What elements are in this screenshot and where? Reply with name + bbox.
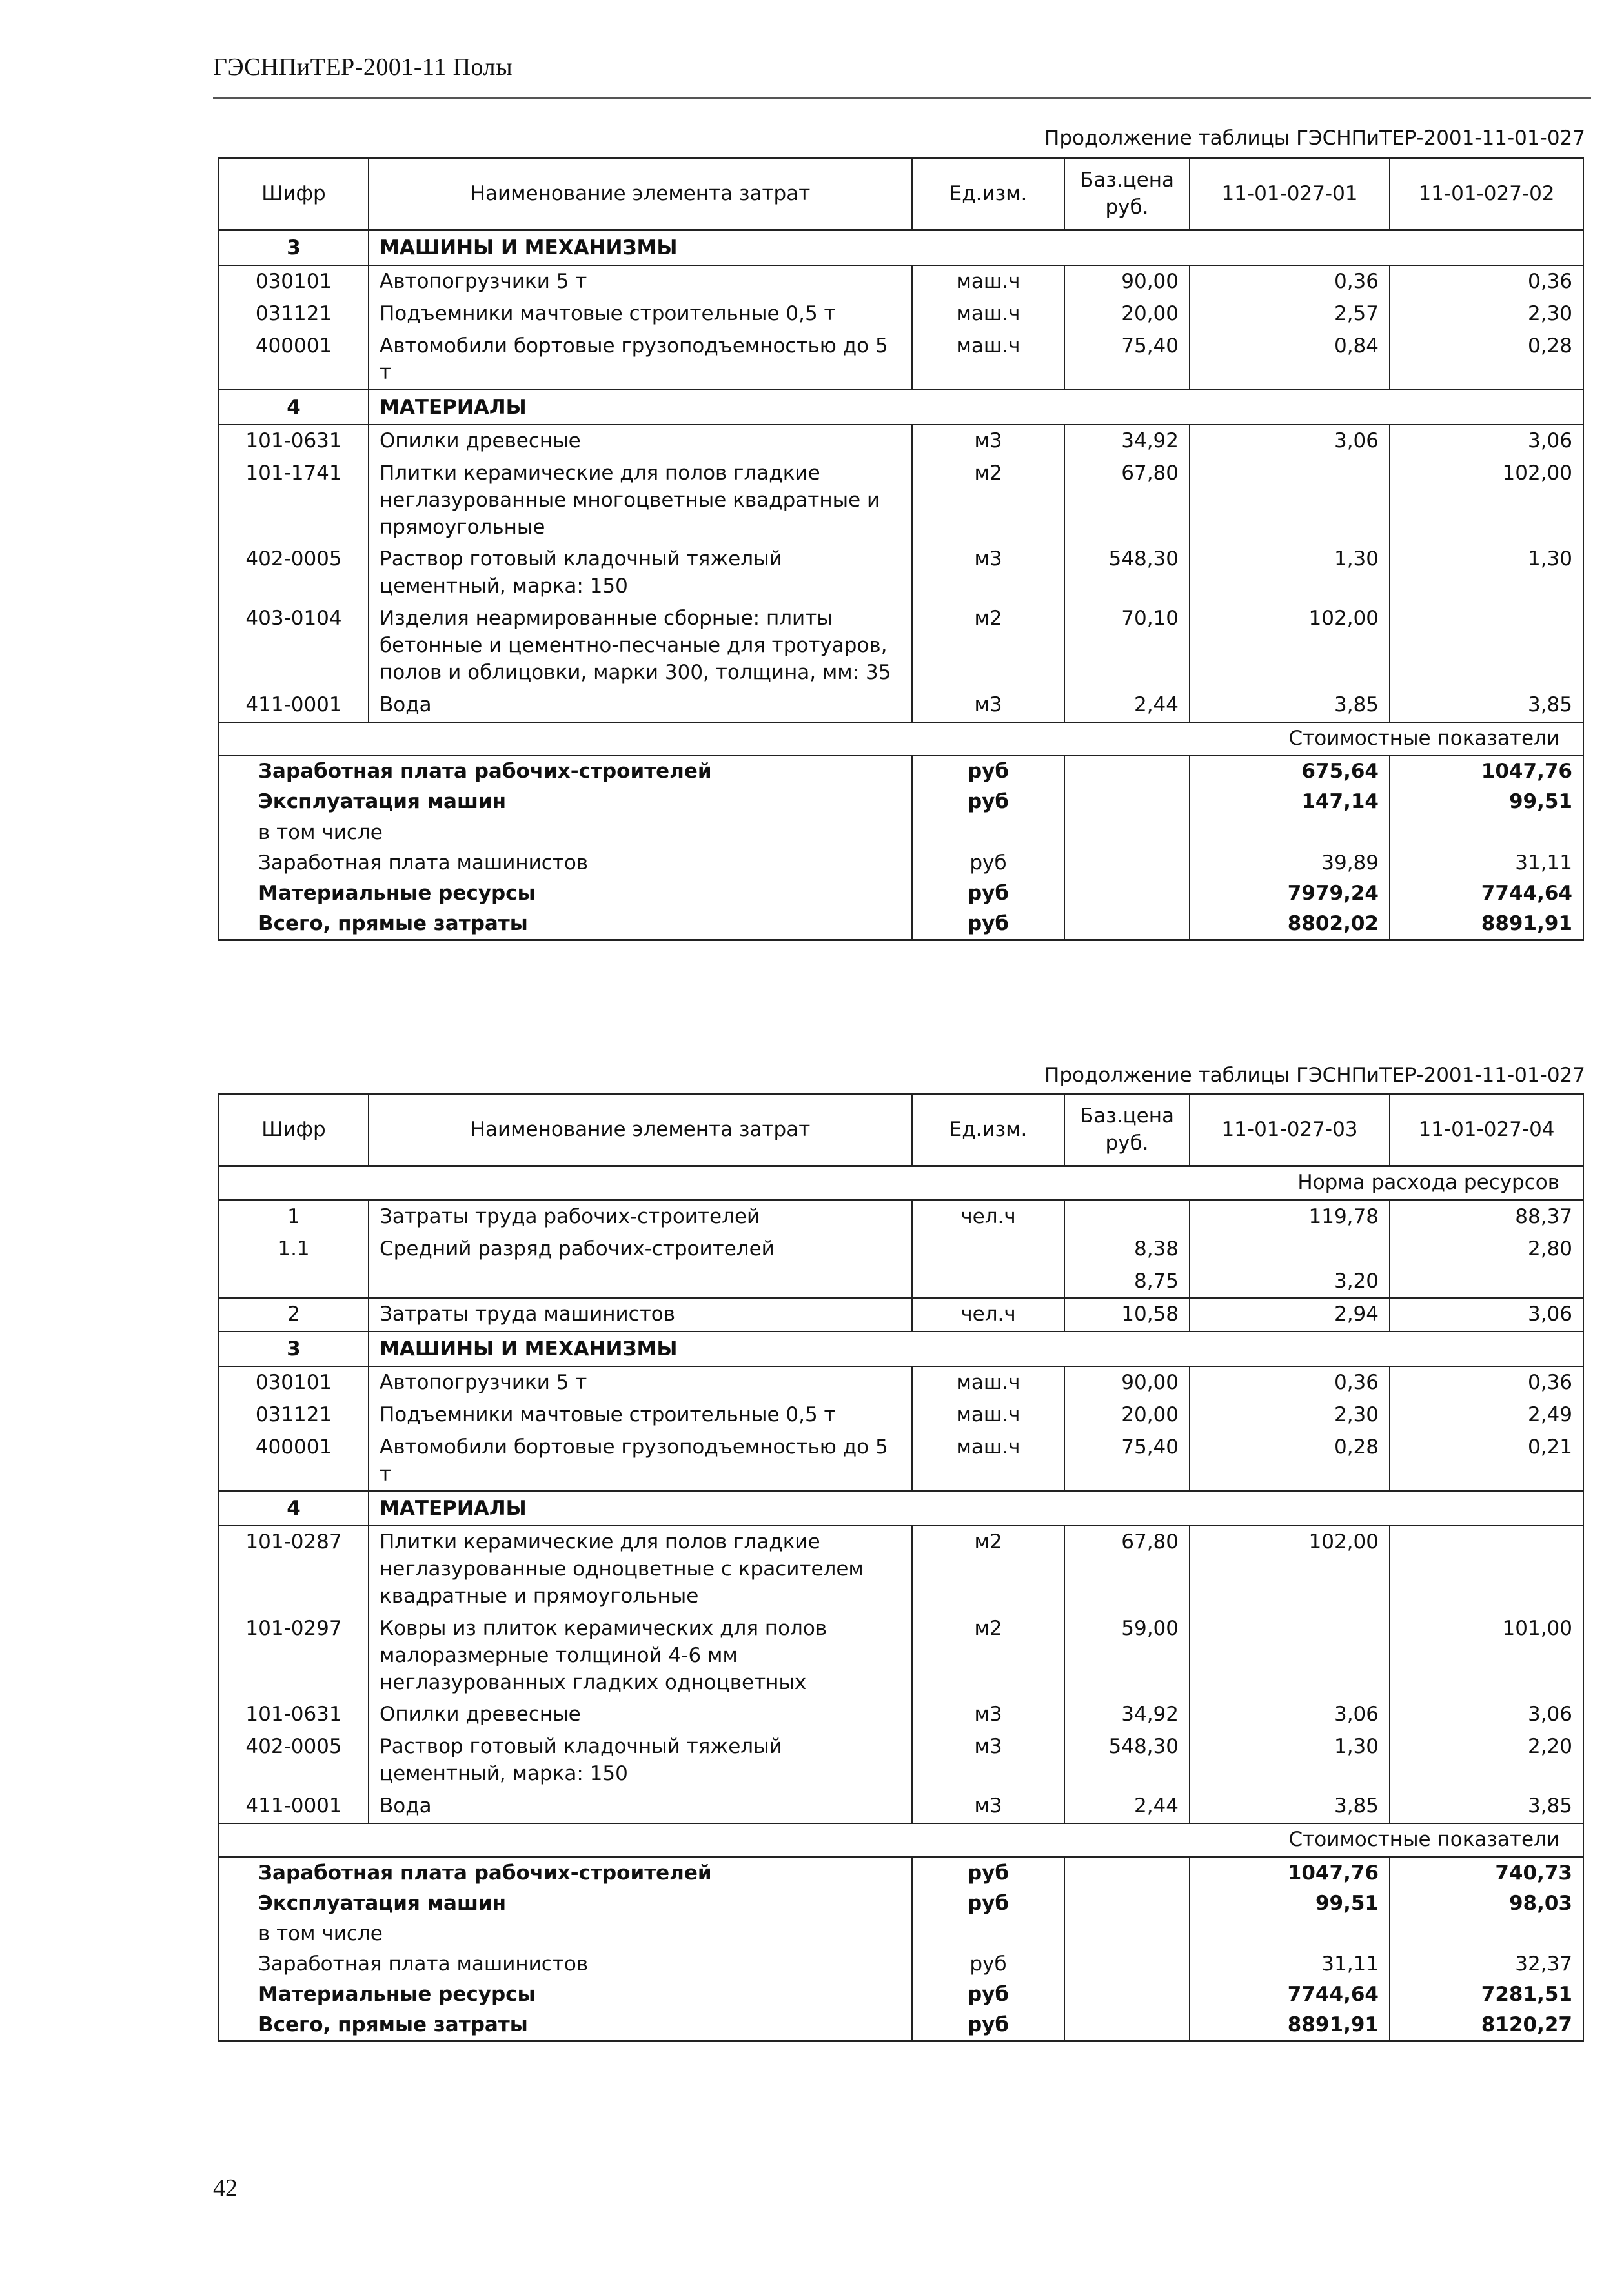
summary-unit: руб (912, 1980, 1064, 2010)
table-row (219, 543, 1583, 603)
cell-unit: маш.ч (912, 330, 1064, 390)
table-row (219, 425, 1583, 458)
summary-unit: руб (912, 1889, 1064, 1919)
cell-a: 119,78 (1190, 1200, 1390, 1233)
cell-price: 20,00 (1064, 1399, 1190, 1432)
summary-b: 32,37 (1390, 1949, 1583, 1980)
cell-price: 70,10 (1064, 603, 1190, 689)
cell-b: 88,37 (1390, 1200, 1583, 1233)
cell-code: 411-0001 (219, 1790, 369, 1823)
col-header-price: Баз.цена руб. (1064, 159, 1190, 230)
summary-a (1190, 1919, 1390, 1949)
col-header-code: Шифр (219, 159, 369, 230)
norm-banner: Норма расхода ресурсов (219, 1166, 1583, 1200)
norm-banner-row (219, 1166, 1583, 1200)
section-row (219, 230, 1583, 265)
cell-price: 548,30 (1064, 543, 1190, 603)
table-row (219, 1366, 1583, 1399)
cell-b (1390, 1526, 1583, 1613)
summary-unit: руб (912, 787, 1064, 817)
summary-b: 8891,91 (1390, 909, 1583, 940)
cost-banner-row (219, 1823, 1583, 1857)
summary-a: 8802,02 (1190, 909, 1390, 940)
cell-a: 0,36 (1190, 265, 1390, 298)
cell-code: 400001 (219, 1432, 369, 1492)
cell-unit: м3 (912, 425, 1064, 458)
cell-b: 0,28 (1390, 330, 1583, 390)
cost-banner-row (219, 722, 1583, 756)
cell-name: Опилки древесные (369, 425, 912, 458)
section-number: 4 (219, 390, 369, 425)
summary-name: в том числе (219, 1919, 912, 1949)
section-number: 3 (219, 1332, 369, 1366)
cost-banner: Стоимостные показатели (219, 1823, 1583, 1857)
cell-price: 10,58 (1064, 1298, 1190, 1332)
summary-a (1190, 818, 1390, 848)
header-rule (213, 97, 1591, 99)
cell-a: 3,20 (1190, 1266, 1390, 1299)
summary-name: Эксплуатация машин (219, 1889, 912, 1919)
section-row (219, 1491, 1583, 1526)
cell-name (369, 1266, 912, 1299)
table1-header-row (219, 159, 1583, 230)
cell-code: 031121 (219, 1399, 369, 1432)
cell-price (1064, 1200, 1190, 1233)
col-header-name: Наименование элемента затрат (369, 1095, 912, 1166)
summary-row (219, 818, 1583, 848)
summary-price (1064, 1980, 1190, 2010)
section-row (219, 390, 1583, 425)
summary-row (219, 1919, 1583, 1949)
cell-unit: м3 (912, 1790, 1064, 1823)
cell-code: 101-0631 (219, 1699, 369, 1731)
cell-price: 34,92 (1064, 1699, 1190, 1731)
cell-code: 101-0287 (219, 1526, 369, 1613)
table2-header-row (219, 1095, 1583, 1166)
summary-b (1390, 1919, 1583, 1949)
section-row (219, 1332, 1583, 1366)
section-title: МАТЕРИАЛЫ (369, 1491, 1583, 1526)
summary-a: 8891,91 (1190, 2010, 1390, 2041)
summary-row (219, 787, 1583, 817)
cell-price: 90,00 (1064, 1366, 1190, 1399)
cell-a: 3,85 (1190, 1790, 1390, 1823)
cell-unit: м3 (912, 543, 1064, 603)
cell-price: 90,00 (1064, 265, 1190, 298)
cell-unit: м3 (912, 1731, 1064, 1790)
summary-name: Заработная плата рабочих-строителей (219, 756, 912, 787)
summary-row (219, 1949, 1583, 1980)
cell-price: 2,44 (1064, 689, 1190, 722)
cell-code: 1 (219, 1200, 369, 1233)
cell-name: Раствор готовый кладочный тяжелый цементный, марка: 150 (369, 543, 912, 603)
cell-a (1190, 1613, 1390, 1699)
cell-unit (912, 1233, 1064, 1266)
page-number: 42 (213, 2174, 238, 2202)
cell-a: 102,00 (1190, 1526, 1390, 1613)
cell-name: Подъемники мачтовые строительные 0,5 т (369, 298, 912, 330)
cell-name: Автопогрузчики 5 т (369, 265, 912, 298)
col-header-code: Шифр (219, 1095, 369, 1166)
cell-name: Вода (369, 1790, 912, 1823)
cell-code: 101-0631 (219, 425, 369, 458)
cost-banner: Стоимостные показатели (219, 722, 1583, 756)
summary-price (1064, 909, 1190, 940)
cell-name: Опилки древесные (369, 1699, 912, 1731)
cell-code: 101-0297 (219, 1613, 369, 1699)
summary-a: 99,51 (1190, 1889, 1390, 1919)
table-row (219, 1731, 1583, 1790)
cell-b: 3,85 (1390, 689, 1583, 722)
cell-name: Средний разряд рабочих-строителей (369, 1233, 912, 1266)
cell-code: 403-0104 (219, 603, 369, 689)
table-row (219, 265, 1583, 298)
summary-a: 147,14 (1190, 787, 1390, 817)
col-header-b: 11-01-027-02 (1390, 159, 1583, 230)
table1 (218, 157, 1584, 941)
summary-a: 7979,24 (1190, 878, 1390, 909)
cell-code: 1.1 (219, 1233, 369, 1266)
cell-code: 030101 (219, 265, 369, 298)
section-title: МАШИНЫ И МЕХАНИЗМЫ (369, 230, 1583, 265)
cell-price: 67,80 (1064, 1526, 1190, 1613)
col-header-b: 11-01-027-04 (1390, 1095, 1583, 1166)
cell-unit: м2 (912, 1526, 1064, 1613)
col-header-price: Баз.цена руб. (1064, 1095, 1190, 1166)
table-row (219, 1298, 1583, 1332)
cell-code: 030101 (219, 1366, 369, 1399)
table2 (218, 1093, 1584, 2042)
summary-name: Материальные ресурсы (219, 878, 912, 909)
summary-b: 1047,76 (1390, 756, 1583, 787)
cell-unit: м2 (912, 458, 1064, 544)
table-row (219, 1432, 1583, 1492)
cell-unit: чел.ч (912, 1200, 1064, 1233)
summary-b: 98,03 (1390, 1889, 1583, 1919)
summary-name: Заработная плата машинистов (219, 1949, 912, 1980)
cell-unit: маш.ч (912, 265, 1064, 298)
section-number: 3 (219, 230, 369, 265)
summary-row (219, 1889, 1583, 1919)
cell-a: 102,00 (1190, 603, 1390, 689)
summary-unit: руб (912, 909, 1064, 940)
cell-a: 2,30 (1190, 1399, 1390, 1432)
cell-b (1390, 603, 1583, 689)
cell-a: 0,36 (1190, 1366, 1390, 1399)
summary-price (1064, 1889, 1190, 1919)
cell-name: Изделия неармированные сборные: плиты бетонные и цементно-песчаные для тротуаров, полов и облицовки, марки 300, толщина, мм: 35 (369, 603, 912, 689)
cell-unit: маш.ч (912, 1399, 1064, 1432)
cell-unit (912, 1266, 1064, 1299)
cell-b: 2,80 (1390, 1233, 1583, 1266)
summary-a: 31,11 (1190, 1949, 1390, 1980)
cell-name: Ковры из плиток керамических для полов малоразмерные толщиной 4-6 мм неглазурованных гладких одноцветных (369, 1613, 912, 1699)
summary-row (219, 1857, 1583, 1889)
summary-price (1064, 848, 1190, 878)
cell-name: Автомобили бортовые грузоподъемностью до 5 т (369, 330, 912, 390)
col-header-name: Наименование элемента затрат (369, 159, 912, 230)
cell-code (219, 1266, 369, 1299)
summary-name: Заработная плата рабочих-строителей (219, 1857, 912, 1889)
summary-name: Всего, прямые затраты (219, 2010, 912, 2041)
summary-row (219, 848, 1583, 878)
summary-a: 675,64 (1190, 756, 1390, 787)
cell-name: Автопогрузчики 5 т (369, 1366, 912, 1399)
cell-b (1390, 1266, 1583, 1299)
cell-a: 0,28 (1190, 1432, 1390, 1492)
summary-row (219, 878, 1583, 909)
cell-a: 3,85 (1190, 689, 1390, 722)
cell-price: 8,75 (1064, 1266, 1190, 1299)
cell-code: 411-0001 (219, 689, 369, 722)
cell-code: 402-0005 (219, 543, 369, 603)
cell-b: 0,21 (1390, 1432, 1583, 1492)
cell-b: 0,36 (1390, 1366, 1583, 1399)
summary-price (1064, 787, 1190, 817)
cell-a: 1,30 (1190, 543, 1390, 603)
summary-row (219, 1980, 1583, 2010)
summary-b: 7744,64 (1390, 878, 1583, 909)
cell-a: 3,06 (1190, 1699, 1390, 1731)
summary-unit: руб (912, 756, 1064, 787)
table-row (219, 1699, 1583, 1731)
cell-unit: маш.ч (912, 298, 1064, 330)
summary-unit: руб (912, 848, 1064, 878)
col-header-a: 11-01-027-01 (1190, 159, 1390, 230)
cell-price: 75,40 (1064, 1432, 1190, 1492)
col-header-unit: Ед.изм. (912, 1095, 1064, 1166)
cell-a: 3,06 (1190, 425, 1390, 458)
summary-unit: руб (912, 1857, 1064, 1889)
summary-price (1064, 1919, 1190, 1949)
summary-b: 8120,27 (1390, 2010, 1583, 2041)
section-number: 4 (219, 1491, 369, 1526)
cell-a: 2,94 (1190, 1298, 1390, 1332)
table-row (219, 298, 1583, 330)
cell-b: 1,30 (1390, 543, 1583, 603)
summary-name: Заработная плата машинистов (219, 848, 912, 878)
cell-b: 3,06 (1390, 425, 1583, 458)
summary-price (1064, 756, 1190, 787)
col-header-a: 11-01-027-03 (1190, 1095, 1390, 1166)
summary-b: 740,73 (1390, 1857, 1583, 1889)
summary-price (1064, 1857, 1190, 1889)
section-title: МАТЕРИАЛЫ (369, 390, 1583, 425)
summary-name: в том числе (219, 818, 912, 848)
cell-name: Затраты труда машинистов (369, 1298, 912, 1332)
running-head: ГЭСНПиТЕР-2001-11 Полы (213, 54, 513, 81)
cell-b: 2,30 (1390, 298, 1583, 330)
cell-price: 20,00 (1064, 298, 1190, 330)
table-row (219, 1266, 1583, 1299)
cell-unit: маш.ч (912, 1366, 1064, 1399)
summary-row (219, 2010, 1583, 2041)
cell-b: 3,06 (1390, 1298, 1583, 1332)
cell-unit: чел.ч (912, 1298, 1064, 1332)
cell-a: 1,30 (1190, 1731, 1390, 1790)
col-header-unit: Ед.изм. (912, 159, 1064, 230)
summary-a: 39,89 (1190, 848, 1390, 878)
table-row (219, 1526, 1583, 1613)
cell-code: 031121 (219, 298, 369, 330)
table-row (219, 689, 1583, 722)
cell-name: Плитки керамические для полов гладкие неглазурованные одноцветные с красителем квадратные и прямоугольные (369, 1526, 912, 1613)
section-title: МАШИНЫ И МЕХАНИЗМЫ (369, 1332, 1583, 1366)
cell-unit: м2 (912, 603, 1064, 689)
summary-row (219, 909, 1583, 940)
cell-b: 2,49 (1390, 1399, 1583, 1432)
cell-price: 59,00 (1064, 1613, 1190, 1699)
table-row (219, 1613, 1583, 1699)
summary-unit (912, 818, 1064, 848)
cell-name: Затраты труда рабочих-строителей (369, 1200, 912, 1233)
cell-code: 2 (219, 1298, 369, 1332)
cell-name: Плитки керамические для полов гладкие неглазурованные многоцветные квадратные и прямоугольные (369, 458, 912, 544)
cell-name: Раствор готовый кладочный тяжелый цементный, марка: 150 (369, 1731, 912, 1790)
cell-code: 402-0005 (219, 1731, 369, 1790)
table-row (219, 1233, 1583, 1266)
summary-name: Эксплуатация машин (219, 787, 912, 817)
cell-code: 101-1741 (219, 458, 369, 544)
summary-name: Материальные ресурсы (219, 1980, 912, 2010)
summary-unit: руб (912, 1949, 1064, 1980)
summary-a: 1047,76 (1190, 1857, 1390, 1889)
table-row (219, 1790, 1583, 1823)
cell-name: Подъемники мачтовые строительные 0,5 т (369, 1399, 912, 1432)
summary-b: 31,11 (1390, 848, 1583, 878)
cell-b: 3,06 (1390, 1699, 1583, 1731)
cell-code: 400001 (219, 330, 369, 390)
cell-b: 3,85 (1390, 1790, 1583, 1823)
summary-b: 99,51 (1390, 787, 1583, 817)
summary-b (1390, 818, 1583, 848)
summary-unit: руб (912, 878, 1064, 909)
cell-price: 2,44 (1064, 1790, 1190, 1823)
table-row (219, 458, 1583, 544)
cell-b: 102,00 (1390, 458, 1583, 544)
table-row (219, 1200, 1583, 1233)
summary-name: Всего, прямые затраты (219, 909, 912, 940)
summary-row (219, 756, 1583, 787)
cell-b: 101,00 (1390, 1613, 1583, 1699)
cell-price: 8,38 (1064, 1233, 1190, 1266)
table-row (219, 330, 1583, 390)
summary-unit: руб (912, 2010, 1064, 2041)
cell-price: 548,30 (1064, 1731, 1190, 1790)
cell-price: 67,80 (1064, 458, 1190, 544)
cell-a: 2,57 (1190, 298, 1390, 330)
cell-unit: м3 (912, 689, 1064, 722)
cell-a (1190, 1233, 1390, 1266)
summary-price (1064, 818, 1190, 848)
cell-name: Автомобили бортовые грузоподъемностью до 5 т (369, 1432, 912, 1492)
cell-b: 0,36 (1390, 265, 1583, 298)
cell-price: 34,92 (1064, 425, 1190, 458)
summary-price (1064, 1949, 1190, 1980)
table-row (219, 603, 1583, 689)
summary-price (1064, 2010, 1190, 2041)
cell-a (1190, 458, 1390, 544)
cell-unit: м3 (912, 1699, 1064, 1731)
table2-caption: Продолжение таблицы ГЭСНПиТЕР-2001-11-01-027 (1044, 1064, 1585, 1087)
summary-price (1064, 878, 1190, 909)
summary-unit (912, 1919, 1064, 1949)
cell-unit: м2 (912, 1613, 1064, 1699)
summary-b: 7281,51 (1390, 1980, 1583, 2010)
table-row (219, 1399, 1583, 1432)
cell-name: Вода (369, 689, 912, 722)
cell-b: 2,20 (1390, 1731, 1583, 1790)
table1-caption: Продолжение таблицы ГЭСНПиТЕР-2001-11-01-027 (1044, 127, 1585, 150)
cell-unit: маш.ч (912, 1432, 1064, 1492)
cell-a: 0,84 (1190, 330, 1390, 390)
cell-price: 75,40 (1064, 330, 1190, 390)
summary-a: 7744,64 (1190, 1980, 1390, 2010)
